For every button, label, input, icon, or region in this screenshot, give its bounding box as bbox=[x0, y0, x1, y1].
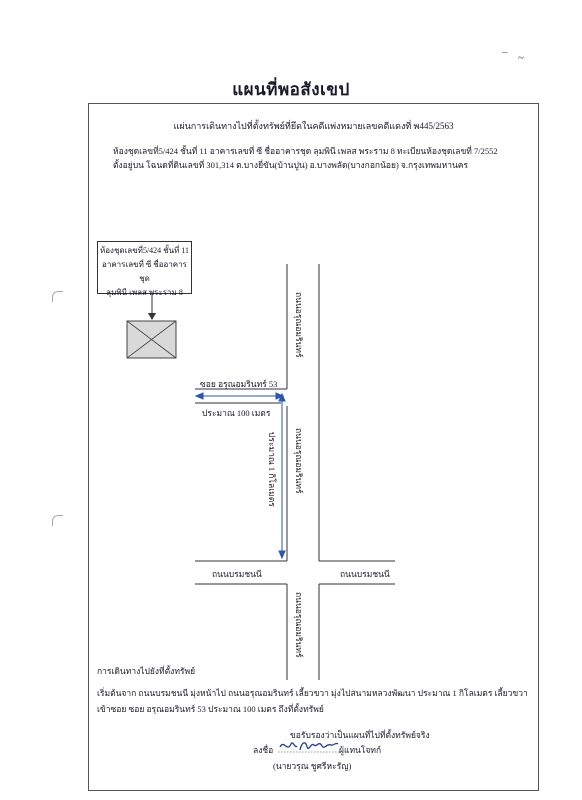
handwritten-signature bbox=[278, 737, 340, 755]
route-arrow-1km bbox=[279, 394, 285, 558]
certification-statement: ขอรับรองว่าเป็นแผนที่ไปที่ตั้งทรัพย์จริง bbox=[290, 730, 430, 740]
scan-mark: ~ bbox=[518, 52, 524, 64]
signer-role: ผู้แทนโจทก์ bbox=[339, 745, 382, 755]
property-callout bbox=[97, 241, 192, 297]
punch-hole-mark bbox=[52, 291, 63, 302]
road-borom-right-label: ถนนบรมชนนี bbox=[340, 569, 390, 579]
callout-line-3: ลุมพินี เพลส พระราม 8 bbox=[106, 288, 183, 297]
soi-label: ซอย อรุณอมรินทร์ 53 bbox=[200, 379, 278, 389]
signer-name: (นายวรุณ ชูศรีหะรัญ) bbox=[273, 761, 352, 771]
road-arun-upper-label: ถนนอรุณอมรินทร์ bbox=[294, 292, 304, 358]
directions-heading: การเดินทางไปยังที่ตั้งทรัพย์ bbox=[97, 666, 196, 676]
road-borom-left-label: ถนนบรมชนนี bbox=[212, 569, 262, 579]
property-line-1: ห้องชุดเลขที่5/424 ชั้นที่ 11 อาคารเลขที่ ซี ชื่ออาคารชุด ลุมพินี เพลส พระราม 8 ทะเบียนห้องชุดเลขที่ 7/2552 bbox=[113, 146, 498, 156]
distance-100m-label: ประมาณ 100 เมตร bbox=[202, 408, 271, 418]
route-arrow-100m bbox=[196, 393, 283, 399]
directions-line-1: เริ่มต้นจาก ถนนบรมชนนี มุ่งหน้าไป ถนนอรุณอมรินทร์ เลี้ยวขวา มุ่งไปสนามหลวงพัฒนา ประมาณ 1 กิโลเมตร เลี้ยวขวา bbox=[97, 688, 528, 698]
punch-hole-mark bbox=[52, 515, 63, 526]
scan-mark: – bbox=[502, 46, 508, 58]
callout-line-2: อาคารเลขที่ ซี ชื่ออาคารชุด bbox=[102, 260, 187, 283]
document-title: แผนที่พอสังเขป bbox=[232, 80, 350, 99]
road-arun-lower-label: ถนนอรุณอมรินทร์ bbox=[294, 592, 304, 658]
callout-line-1: ห้องชุดเลขที่5/424 ชั้นที่ 11 bbox=[99, 246, 190, 255]
callout-pointer-arrow bbox=[148, 313, 156, 320]
distance-1km-label: ประมาณ 1 กิโลเมตร bbox=[267, 432, 277, 507]
sign-label: ลงชื่อ bbox=[253, 745, 274, 755]
directions-line-2: เข้าซอย ซอย อรุณอมรินทร์ 53 ประมาณ 100 เมตร ถึงที่ตั้งทรัพย์ bbox=[97, 704, 324, 714]
road-arun-middle-label: ถนนอรุณอมรินทร์ bbox=[294, 428, 304, 494]
property-line-2: ตั้งอยู่บน โฉนดที่ดินเลขที่ 301,314 ต.บางยี่ขัน(บ้านปูน) อ.บางพลัด(บางกอกน้อย) จ.กรุงเทพมหานคร bbox=[113, 160, 469, 170]
building-marker-icon bbox=[127, 321, 176, 358]
document-heading: แผ่นการเดินทางไปที่ตั้งทรัพย์ที่ยึดในคดีแพ่งหมายเลขคดีแดงที่ พ445/2563 bbox=[173, 121, 454, 131]
